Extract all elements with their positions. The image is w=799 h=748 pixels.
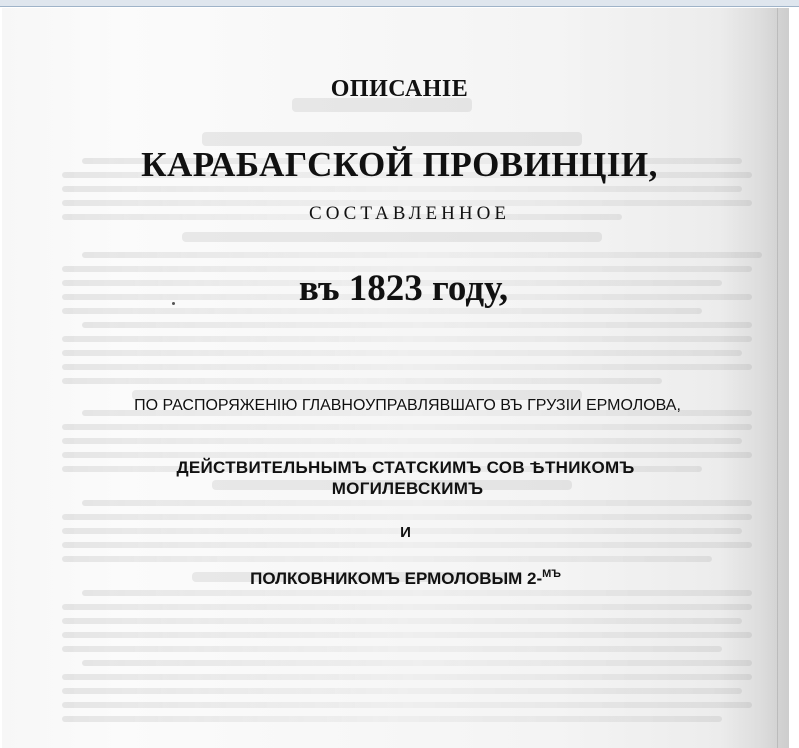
- author-name-2: ПОЛКОВНИКОМЪ ЕРМОЛОВЫМ 2-: [250, 569, 543, 588]
- title-description: ОПИСАНІЕ: [330, 76, 469, 102]
- author-name-1: МОГИЛЕВСКИМЪ: [331, 479, 484, 498]
- viewer-top-bar: [0, 0, 799, 7]
- author-line-1: ДЕЙСТВИТЕЛЬНЫМЪ СТАТСКИМЪ СОВ ѢТНИКОМЪ: [176, 458, 635, 477]
- conjunction: И: [400, 524, 411, 541]
- author-suffix: МЪ: [542, 568, 561, 580]
- subtitle-compiled: СОСТАВЛЕННОЕ: [309, 203, 510, 224]
- author-line-2: [6, 568, 799, 589]
- title-province: КАРАБАГСКОЙ ПРОВИНЦІИ,: [141, 145, 658, 184]
- document-page: [2, 8, 789, 748]
- page-shadow: [719, 8, 789, 748]
- order-line: ПО РАСПОРЯЖЕНІЮ ГЛАВНОУПРАВЛЯВШАГО ВЪ ГРУЗІИ ЕРМОЛОВА,: [134, 397, 681, 414]
- title-year: въ 1823 году,: [298, 268, 509, 309]
